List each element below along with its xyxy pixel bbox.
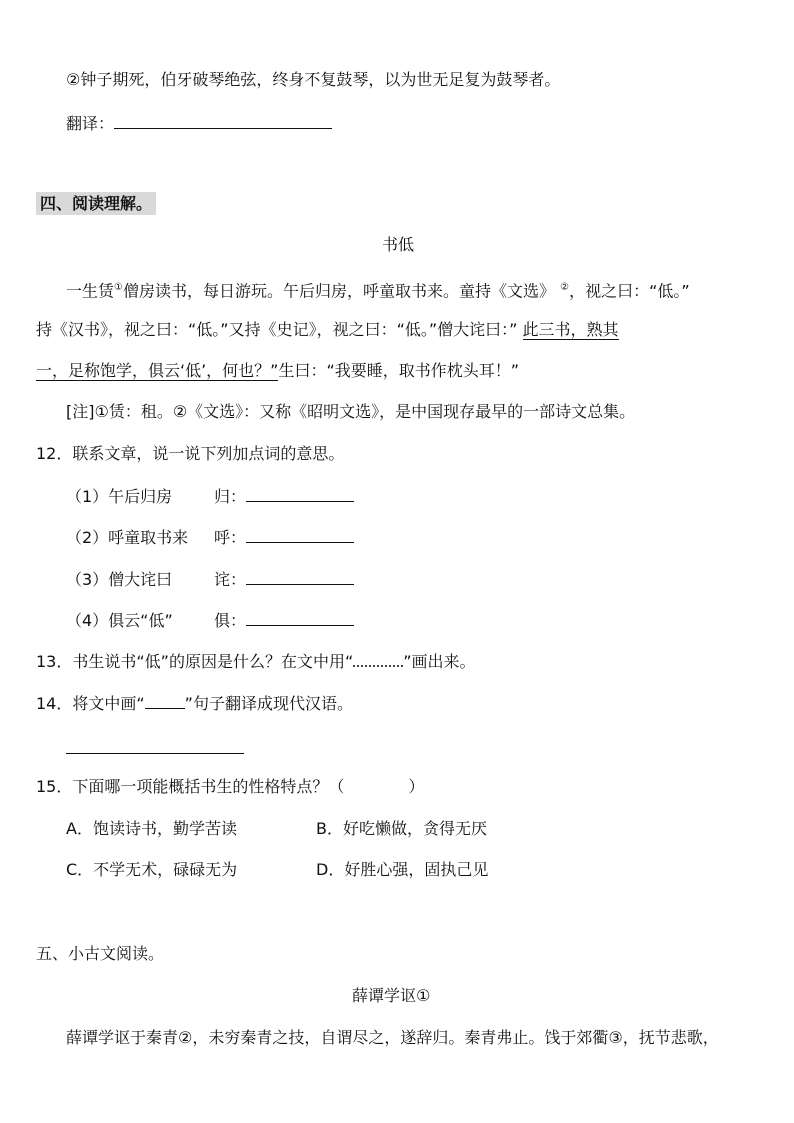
q15-option-c[interactable]: C．不学无术，碌碌无为 — [66, 860, 238, 879]
q12-word: 俱： — [214, 611, 247, 630]
q12-answer-blank[interactable] — [246, 609, 354, 626]
passage2-title: 薛谭学讴① — [352, 986, 431, 1005]
q12-item-1 — [66, 485, 354, 508]
q15-text: ） — [408, 777, 425, 796]
q12-word: 归： — [214, 487, 247, 506]
q12-item-3 — [66, 568, 354, 591]
q15-option-a[interactable]: A．饱读诗书，勤学苦读 — [66, 819, 237, 838]
q12-answer-blank[interactable] — [246, 526, 354, 543]
q12-answer-blank[interactable] — [246, 568, 354, 585]
q14-text: 14．将文中画“ — [36, 694, 145, 713]
translate-blank[interactable] — [114, 112, 332, 129]
passage1-text: 持《汉书》，视之曰：“低。”又持《史记》，视之曰：“低。”僧大诧曰：” — [36, 320, 518, 339]
footnote-ref-2: ② — [560, 282, 570, 293]
wavy-line-sample — [353, 651, 403, 667]
passage1-line2 — [36, 319, 619, 341]
q15-option-b[interactable]: B．好吃懒做，贪得无厌 — [316, 819, 487, 838]
underlined-sentence: 此三书，熟其 — [522, 320, 619, 339]
q15-text: 15．下面哪一项能概括书生的性格特点？（ — [36, 777, 345, 796]
translate-label: 翻译： — [66, 114, 115, 133]
q13-text: 13．书生说书“低”的原因是什么？在文中用“ — [36, 652, 354, 671]
section5-title: 五、小古文阅读。 — [36, 944, 165, 963]
q13 — [36, 651, 476, 673]
passage1-text: ，视之曰：“低。” — [569, 281, 690, 301]
underlined-sentence: 一，足称饱学，俱云‘低’，何也？” — [36, 361, 279, 380]
q12-phrase: （4）俱云“低” — [66, 611, 173, 630]
q12-phrase: （3）僧大诧曰 — [66, 570, 173, 589]
section4-heading — [36, 193, 156, 215]
q12-phrase: （1）午后归房 — [66, 487, 173, 506]
q12-answer-blank[interactable] — [246, 485, 354, 502]
passage2-line1: 薛谭学讴于秦青②，未穷秦青之技，自谓尽之，遂辞归。秦青弗止。饯于郊衢③，抚节悲歌， — [66, 1028, 719, 1047]
footnote-ref-1: ① — [114, 282, 123, 293]
q14 — [36, 693, 353, 715]
q13-text: ”画出来。 — [403, 652, 476, 671]
passage1-line3 — [36, 360, 519, 382]
passage1-line1 — [66, 277, 690, 302]
q12-phrase: （2）呼童取书来 — [66, 528, 189, 547]
q12-word: 诧： — [214, 570, 247, 589]
section4-title: 四、阅读理解。 — [36, 192, 156, 215]
translate-line — [66, 112, 332, 135]
passage1-text: 一生赁 — [66, 281, 115, 301]
q2-sentence: ②钟子期死，伯牙破琴绝弦，终身不复鼓琴，以为世无足复为鼓琴者。 — [66, 70, 561, 89]
q14-answer-line[interactable] — [66, 737, 244, 760]
q12-stem: 12．联系文章，说一说下列加点词的意思。 — [36, 444, 345, 463]
q14-text: ”句子翻译成现代汉语。 — [184, 694, 353, 713]
passage1-note: [注]①赁：租。②《文选》：又称《昭明文选》，是中国现存最早的一部诗文总集。 — [66, 402, 636, 421]
passage1-text: 生曰：“我要睡，取书作枕头耳！” — [278, 361, 520, 380]
q12-item-2 — [66, 526, 354, 549]
q12-item-4 — [66, 609, 354, 632]
q15-stem — [36, 776, 424, 798]
q15-option-d[interactable]: D．好胜心强，固执己见 — [316, 860, 489, 879]
underline-sample — [145, 694, 185, 709]
passage1-title: 书低 — [382, 235, 415, 254]
q14-answer-blank[interactable] — [66, 737, 244, 754]
q12-word: 呼： — [214, 528, 247, 547]
passage1-text: 僧房读书，每日游玩。午后归房，呼童取书来。童持《文选》 — [122, 281, 555, 301]
